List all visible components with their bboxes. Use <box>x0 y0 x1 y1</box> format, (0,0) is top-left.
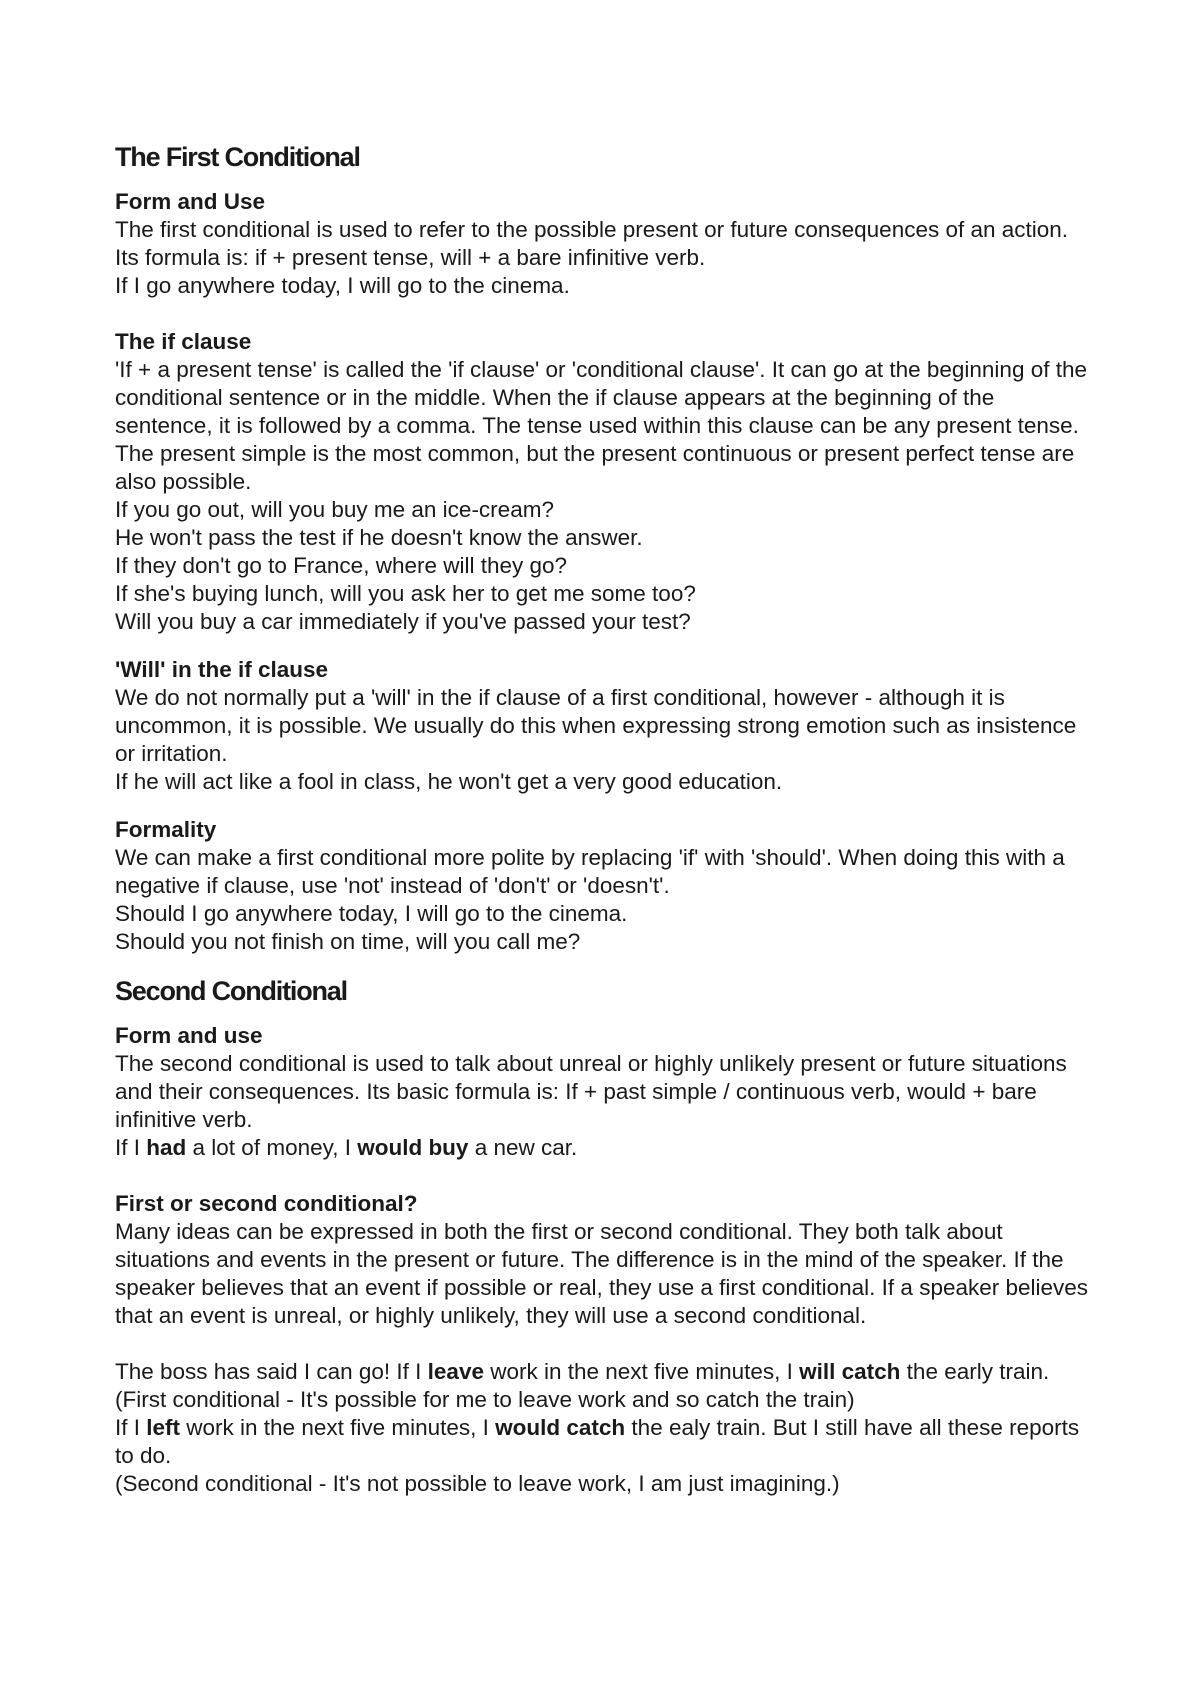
example-sentence <box>115 1414 1090 1470</box>
bold-verb: had <box>146 1135 187 1160</box>
example-sentence: If she's buying lunch, will you ask her to get me some too? <box>115 581 696 606</box>
example-sentence: If I go anywhere today, I will go to the cinema. <box>115 273 570 298</box>
text-run: the ealy train. But I still have all these reports to do. <box>115 1415 1080 1468</box>
second-form-use-section <box>115 1022 1090 1162</box>
paragraph-gap <box>115 1330 1090 1358</box>
example-sentence: Should you not finish on time, will you call me? <box>115 929 581 954</box>
bold-verb: leave <box>427 1359 484 1384</box>
paragraph: The second conditional is used to talk about unreal or highly unlikely present or future situations and their consequences. Its basic formula is: If + past simple / continuous verb, would + bare infinitive verb. <box>115 1051 1067 1132</box>
paragraph: The first conditional is used to refer to the possible present or future consequences of an action. Its formula is: if + present tense, will + a bare infinitive verb. <box>115 217 1069 270</box>
example-sentence: If they don't go to France, where will they go? <box>115 553 568 578</box>
text-run: a lot of money, I <box>186 1135 358 1160</box>
text-run: If I <box>115 1415 147 1440</box>
example-sentence: If he will act like a fool in class, he won't get a very good education. <box>115 769 783 794</box>
example-sentence: Will you buy a car immediately if you've passed your test? <box>115 609 691 634</box>
example-sentence: He won't pass the test if he doesn't know the answer. <box>115 525 643 550</box>
example-sentence: If you go out, will you buy me an ice-cream? <box>115 497 554 522</box>
text-run: work in the next five minutes, I <box>180 1415 496 1440</box>
explanation-note: (Second conditional - It's not possible to leave work, I am just imagining.) <box>115 1471 840 1496</box>
explanation-note: (First conditional - It's possible for me to leave work and so catch the train) <box>115 1387 855 1412</box>
formality-heading: Formality <box>115 817 217 842</box>
paragraph: We do not normally put a 'will' in the if clause of a first conditional, however - although it is uncommon, it is possible. We usually do this when expressing strong emotion such as insistence or irritation. <box>115 685 1077 766</box>
example-sentence <box>115 1358 1090 1386</box>
paragraph: 'If + a present tense' is called the 'if clause' or 'conditional clause'. It can go at the beginning of the conditional sentence or in the middle. When the if clause appears at the beginning of the sentence, it is followed by a comma. The tense used within this clause can be any present tense. The present simple is the most common, but the present continuous or present perfect tense are also possible. <box>115 357 1088 494</box>
bold-verb: would catch <box>495 1415 626 1440</box>
first-conditional-title: The First Conditional <box>115 142 360 172</box>
will-if-clause-heading: 'Will' in the if clause <box>115 657 329 682</box>
second-conditional-title: Second Conditional <box>115 976 347 1006</box>
paragraph: We can make a first conditional more polite by replacing 'if' with 'should'. When doing this with a negative if clause, use 'not' instead of 'don't' or 'doesn't'. <box>115 845 1065 898</box>
bold-verb: would buy <box>357 1135 469 1160</box>
first-or-second-section <box>115 1190 1090 1498</box>
first-or-second-heading: First or second conditional? <box>115 1191 418 1216</box>
second-form-use-heading: Form and use <box>115 1023 263 1048</box>
will-if-clause-section <box>115 656 1090 796</box>
example-sentence <box>115 1134 1090 1162</box>
bold-verb: will catch <box>799 1359 901 1384</box>
if-clause-heading: The if clause <box>115 329 252 354</box>
text-run: work in the next five minutes, I <box>483 1359 800 1384</box>
text-run: the early train. <box>900 1359 1050 1384</box>
document-page <box>115 140 1090 1526</box>
bold-verb: left <box>146 1415 181 1440</box>
text-run: a new car. <box>468 1135 578 1160</box>
first-form-use-section <box>115 188 1090 300</box>
first-form-use-heading: Form and Use <box>115 189 266 214</box>
if-clause-section <box>115 328 1090 636</box>
formality-section <box>115 816 1090 956</box>
text-run: If I <box>115 1135 147 1160</box>
paragraph: Many ideas can be expressed in both the first or second conditional. They both talk about situations and events in the present or future. The difference is in the mind of the speaker. If the speaker believes that an event if possible or real, they use a first conditional. If a speaker believes that an event is unreal, or highly unlikely, they will use a second conditional. <box>115 1219 1089 1328</box>
example-sentence: Should I go anywhere today, I will go to the cinema. <box>115 901 628 926</box>
text-run: The boss has said I can go! If I <box>115 1359 428 1384</box>
